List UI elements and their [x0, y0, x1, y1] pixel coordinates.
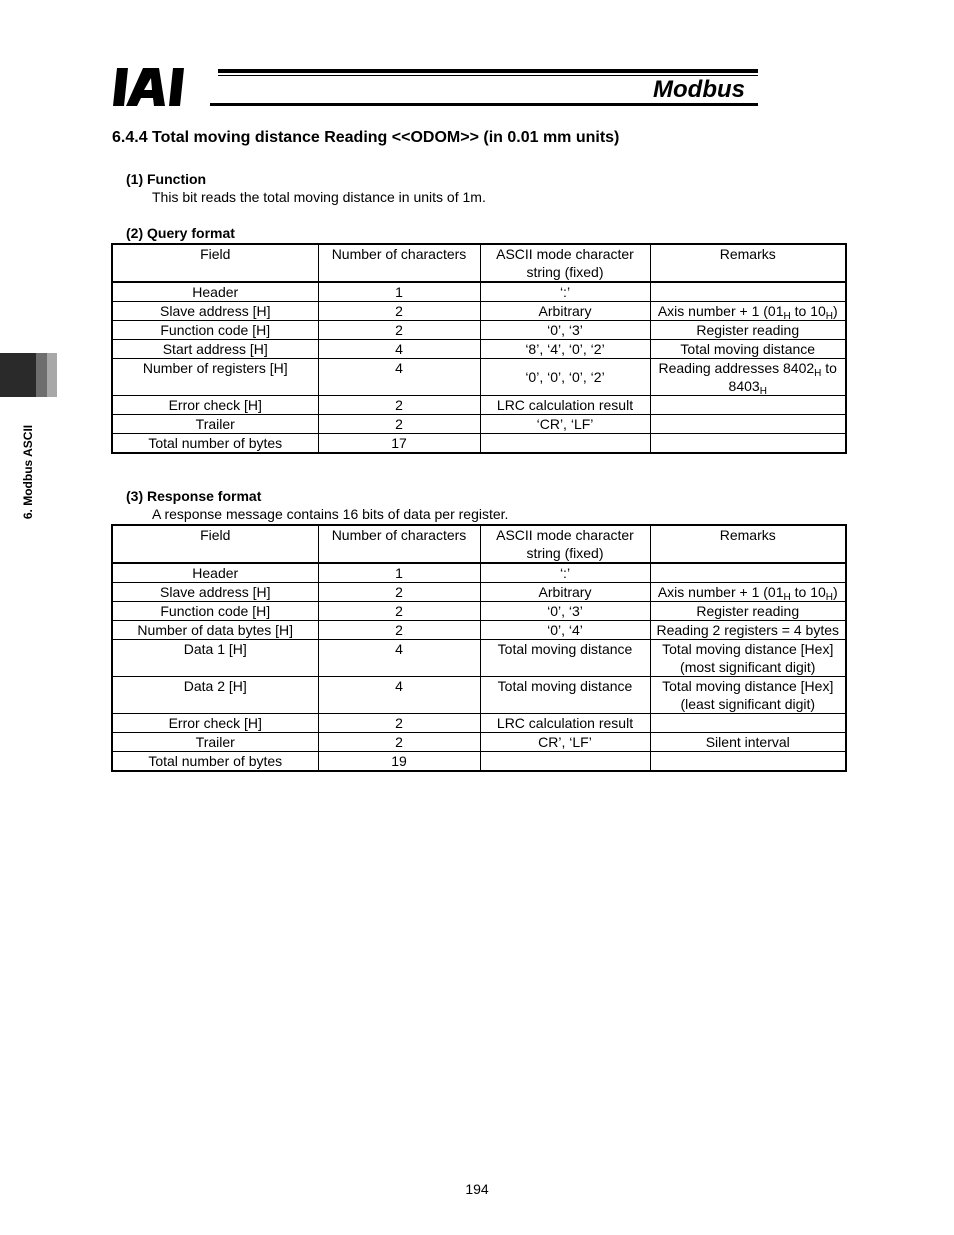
function-text: This bit reads the total moving distance in units of 1m.	[152, 189, 486, 205]
table-cell: ‘0’, ‘4’	[480, 621, 650, 640]
table-cell: Reading 2 registers = 4 bytes	[650, 621, 846, 640]
table-cell: 2	[318, 733, 480, 752]
table-cell: Trailer	[112, 733, 318, 752]
table-cell	[650, 396, 846, 415]
table-cell: Error check [H]	[112, 396, 318, 415]
table-header-row	[112, 244, 846, 282]
column-header: Field	[112, 244, 318, 282]
column-header: ASCII mode character string (fixed)	[480, 525, 650, 563]
table-cell: Function code [H]	[112, 321, 318, 340]
side-tab-marker	[0, 353, 36, 397]
table-row	[112, 415, 846, 434]
table-cell: 1	[318, 282, 480, 302]
table-cell: 4	[318, 359, 480, 396]
table-cell: Error check [H]	[112, 714, 318, 733]
table-cell: 4	[318, 677, 480, 714]
query-format-table	[111, 243, 847, 454]
table-cell	[650, 714, 846, 733]
table-cell: Total moving distance	[650, 340, 846, 359]
side-tab-label: 6. Modbus ASCII	[21, 424, 35, 520]
table-cell: Start address [H]	[112, 340, 318, 359]
table-cell: 2	[318, 415, 480, 434]
table-cell: Register reading	[650, 321, 846, 340]
table-row	[112, 321, 846, 340]
table-cell: ‘0’, ‘3’	[480, 321, 650, 340]
table-cell: Total moving distance	[480, 640, 650, 677]
table-row	[112, 359, 846, 396]
table-cell: Axis number + 1 ($01_H$ to $10_H$)	[650, 583, 846, 602]
table-cell: 4	[318, 340, 480, 359]
table-row	[112, 733, 846, 752]
table-cell: Total moving distance [Hex] (most significant digit)	[650, 640, 846, 677]
table-row	[112, 714, 846, 733]
table-cell: Number of data bytes [H]	[112, 621, 318, 640]
table-cell: Trailer	[112, 415, 318, 434]
table-cell: Total moving distance	[480, 677, 650, 714]
table-cell: 2	[318, 602, 480, 621]
table-row	[112, 563, 846, 583]
table-cell: ‘0’, ‘3’	[480, 602, 650, 621]
table-cell: 2	[318, 396, 480, 415]
header-title: Modbus	[653, 76, 745, 103]
table-cell: ‘:’	[480, 563, 650, 583]
table-cell: Function code [H]	[112, 602, 318, 621]
table-cell: Number of registers [H]	[112, 359, 318, 396]
table-cell	[650, 752, 846, 772]
table-cell: Reading addresses $8402_H$ to $8403_H$	[650, 359, 846, 396]
table-cell: Header	[112, 282, 318, 302]
table-row	[112, 640, 846, 677]
table-cell: CR’, ‘LF’	[480, 733, 650, 752]
table-cell: ‘:’	[480, 282, 650, 302]
column-header: Remarks	[650, 244, 846, 282]
table-cell: Silent interval	[650, 733, 846, 752]
table-cell: Total number of bytes	[112, 434, 318, 454]
table-cell: 1	[318, 563, 480, 583]
side-tab-marker-mid	[36, 353, 47, 397]
query-heading: (2) Query format	[126, 225, 235, 241]
table-row	[112, 302, 846, 321]
table-row	[112, 396, 846, 415]
table-cell: Slave address [H]	[112, 583, 318, 602]
section-title: 6.4.4 Total moving distance Reading <<ODOM>> (in 0.01 mm units)	[112, 129, 620, 146]
table-cell	[650, 434, 846, 454]
column-header: ASCII mode character string (fixed)	[480, 244, 650, 282]
table-cell	[650, 563, 846, 583]
column-header: Number of characters	[318, 244, 480, 282]
response-heading: (3) Response format	[126, 488, 262, 504]
table-row	[112, 752, 846, 772]
response-format-table	[111, 524, 847, 772]
table-cell: ‘8’, ‘4’, ‘0’, ‘2’	[480, 340, 650, 359]
table-cell: 2	[318, 321, 480, 340]
table-cell: Register reading	[650, 602, 846, 621]
table-cell: 2	[318, 621, 480, 640]
table-header-row	[112, 525, 846, 563]
table-cell: 4	[318, 640, 480, 677]
table-cell: Data 2 [H]	[112, 677, 318, 714]
table-cell: Arbitrary	[480, 583, 650, 602]
table-row	[112, 340, 846, 359]
table-cell: Axis number + 1 ($01_H$ to $10_H$)	[650, 302, 846, 321]
table-cell	[480, 434, 650, 454]
table-cell: 17	[318, 434, 480, 454]
table-cell: 2	[318, 583, 480, 602]
header-rule-top	[218, 69, 758, 73]
table-cell	[480, 752, 650, 772]
column-header: Number of characters	[318, 525, 480, 563]
table-row	[112, 434, 846, 454]
table-cell: ‘CR’, ‘LF’	[480, 415, 650, 434]
response-text: A response message contains 16 bits of data per register.	[152, 506, 509, 522]
table-cell: LRC calculation result	[480, 396, 650, 415]
table-cell: Header	[112, 563, 318, 583]
column-header: Remarks	[650, 525, 846, 563]
table-row	[112, 602, 846, 621]
iai-logo	[113, 68, 213, 106]
table-cell: ‘0’, ‘0’, ‘0’, ‘2’	[480, 359, 650, 396]
table-cell: LRC calculation result	[480, 714, 650, 733]
table-row	[112, 621, 846, 640]
table-cell	[650, 282, 846, 302]
table-cell: 2	[318, 714, 480, 733]
function-heading: (1) Function	[126, 171, 207, 187]
table-row	[112, 282, 846, 302]
table-cell: Total moving distance [Hex] (least significant digit)	[650, 677, 846, 714]
table-cell: Arbitrary	[480, 302, 650, 321]
table-row	[112, 677, 846, 714]
table-cell: Data 1 [H]	[112, 640, 318, 677]
table-cell: 19	[318, 752, 480, 772]
side-tab-marker-light	[47, 353, 57, 397]
table-cell	[650, 415, 846, 434]
table-cell: 2	[318, 302, 480, 321]
table-row	[112, 583, 846, 602]
column-header: Field	[112, 525, 318, 563]
table-cell: Slave address [H]	[112, 302, 318, 321]
page-number: 194	[465, 1181, 489, 1197]
table-cell: Total number of bytes	[112, 752, 318, 772]
